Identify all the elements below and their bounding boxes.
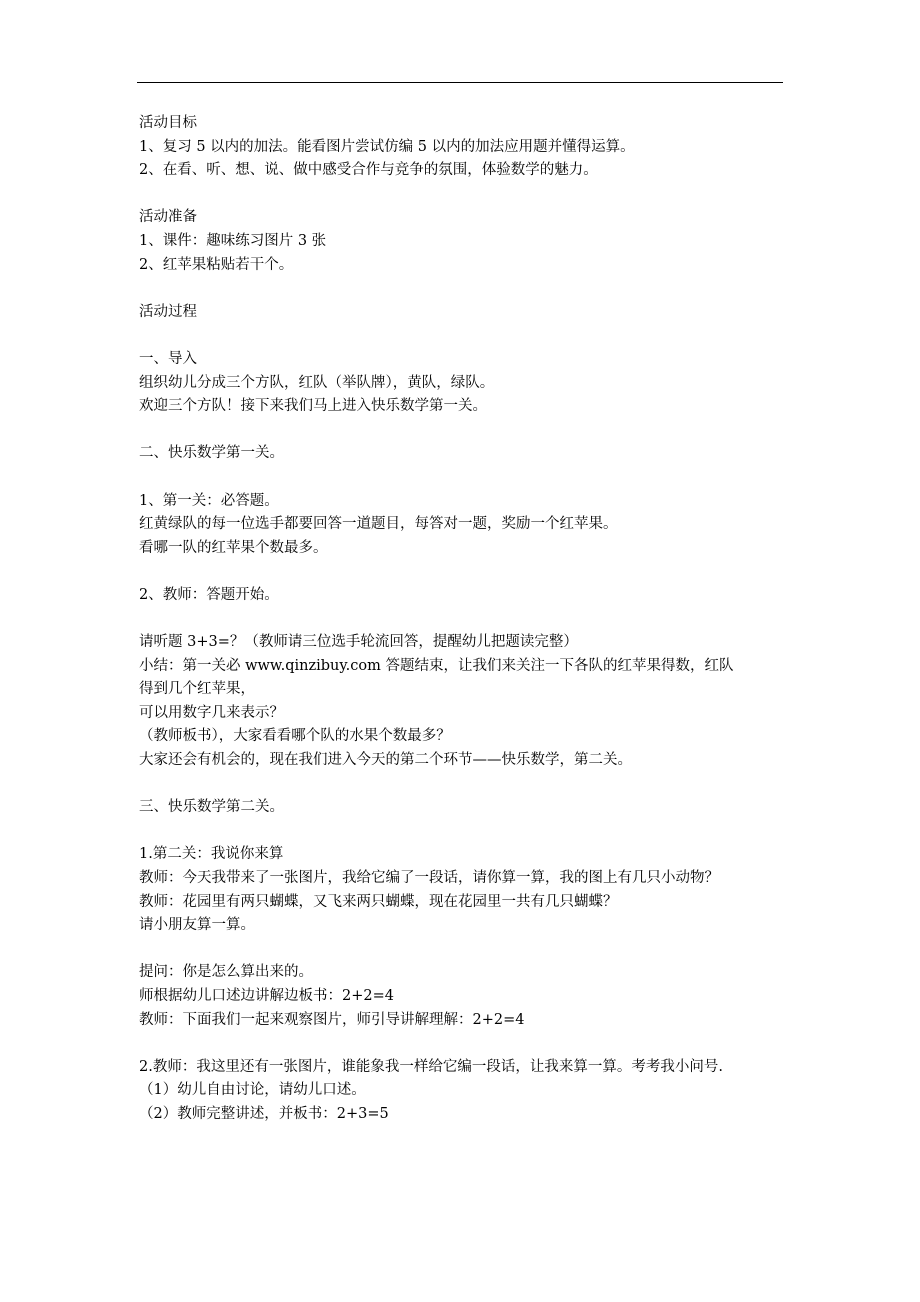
subsection-heading-level-2: 三、快乐数学第二关。 [139, 799, 284, 816]
section-heading-goals: 活动目标 [139, 115, 197, 131]
paragraph-line: 大家还会有机会的，现在我们进入今天的第二个环节——快乐数学，第二关。 [139, 752, 632, 769]
paragraph-line: 2、教师：答题开始。 [139, 586, 279, 603]
section-heading-preparation: 活动准备 [139, 209, 197, 226]
paragraph-line: 提问：你是怎么算出来的。 [139, 964, 313, 981]
blank-line [139, 820, 789, 844]
goal-item-1: 1、复习 5 以内的加法。能看图片尝试仿编 5 以内的加法应用题并懂得运算。 [139, 138, 635, 155]
blank-line [139, 324, 789, 348]
paragraph-line: 可以用数字几来表示？ [139, 704, 284, 721]
paragraph-line: 红黄绿队的每一位选手都要回答一道题目，每答对一题，奖励一个红苹果。 [139, 516, 618, 533]
paragraph-line: 2.教师：我这里还有一张图片，谁能象我一样给它编一段话，让我来算一算。考考我小问号. [139, 1058, 723, 1075]
paragraph-line: 组织幼儿分成三个方队，红队（举队牌），黄队，绿队。 [139, 374, 495, 391]
preparation-item-2: 2、红苹果粘贴若干个。 [139, 256, 294, 273]
blank-line [139, 938, 789, 962]
blank-line [139, 466, 789, 490]
paragraph-line: （1）幼儿自由讨论，请幼儿口述。 [139, 1082, 366, 1099]
paragraph-line: （教师板书），大家看看哪个队的水果个数最多？ [139, 728, 451, 745]
blank-line [139, 183, 789, 207]
paragraph-line: 教师：下面我们一起来观察图片，师引导讲解理解：2+2=4 [139, 1011, 525, 1028]
paragraph-line: 请小朋友算一算。 [139, 917, 255, 934]
blank-line [139, 560, 789, 584]
paragraph-line: 1.第二关：我说你来算 [139, 846, 284, 863]
paragraph-line: 看哪一队的红苹果个数最多。 [139, 539, 328, 556]
subsection-heading-level-1: 二、快乐数学第一关。 [139, 445, 284, 462]
paragraph-line: 得到几个红苹果， [139, 681, 255, 698]
section-heading-process: 活动过程 [139, 303, 197, 320]
goal-item-2: 2、在看、听、想、说、做中感受合作与竞争的氛围，体验数学的魅力。 [139, 162, 598, 179]
blank-line [139, 419, 789, 443]
blank-line [139, 773, 789, 797]
blank-line [139, 277, 789, 301]
paragraph-line: 师根据幼儿口述边讲解边板书：2+2=4 [139, 987, 394, 1004]
paragraph-line: 请听题 3+3=？（教师请三位选手轮流回答，提醒幼儿把题读完整） [139, 634, 578, 651]
document-body [139, 112, 789, 1127]
blank-line [139, 1032, 789, 1056]
preparation-item-1: 1、课件：趣味练习图片 3 张 [139, 232, 327, 249]
paragraph-line: 欢迎三个方队！接下来我们马上进入快乐数学第一关。 [139, 398, 487, 415]
header-rule [137, 82, 783, 83]
paragraph-line: （2）教师完整讲述，并板书：2+3=5 [139, 1105, 389, 1122]
subsection-heading-intro: 一、导入 [139, 350, 197, 367]
paragraph-line: 1、第一关：必答题。 [139, 492, 279, 509]
paragraph-line: 教师：今天我带来了一张图片，我给它编了一段话，请你算一算，我的图上有几只小动物？ [139, 870, 719, 886]
paragraph-line: 小结：第一关必 www.qinzibuy.com 答题结束，让我们来关注一下各队的红苹果得数，红队 [139, 657, 734, 674]
paragraph-line: 教师：花园里有两只蝴蝶，又飞来两只蝴蝶，现在花园里一共有几只蝴蝶？ [139, 893, 618, 910]
blank-line [139, 607, 789, 631]
